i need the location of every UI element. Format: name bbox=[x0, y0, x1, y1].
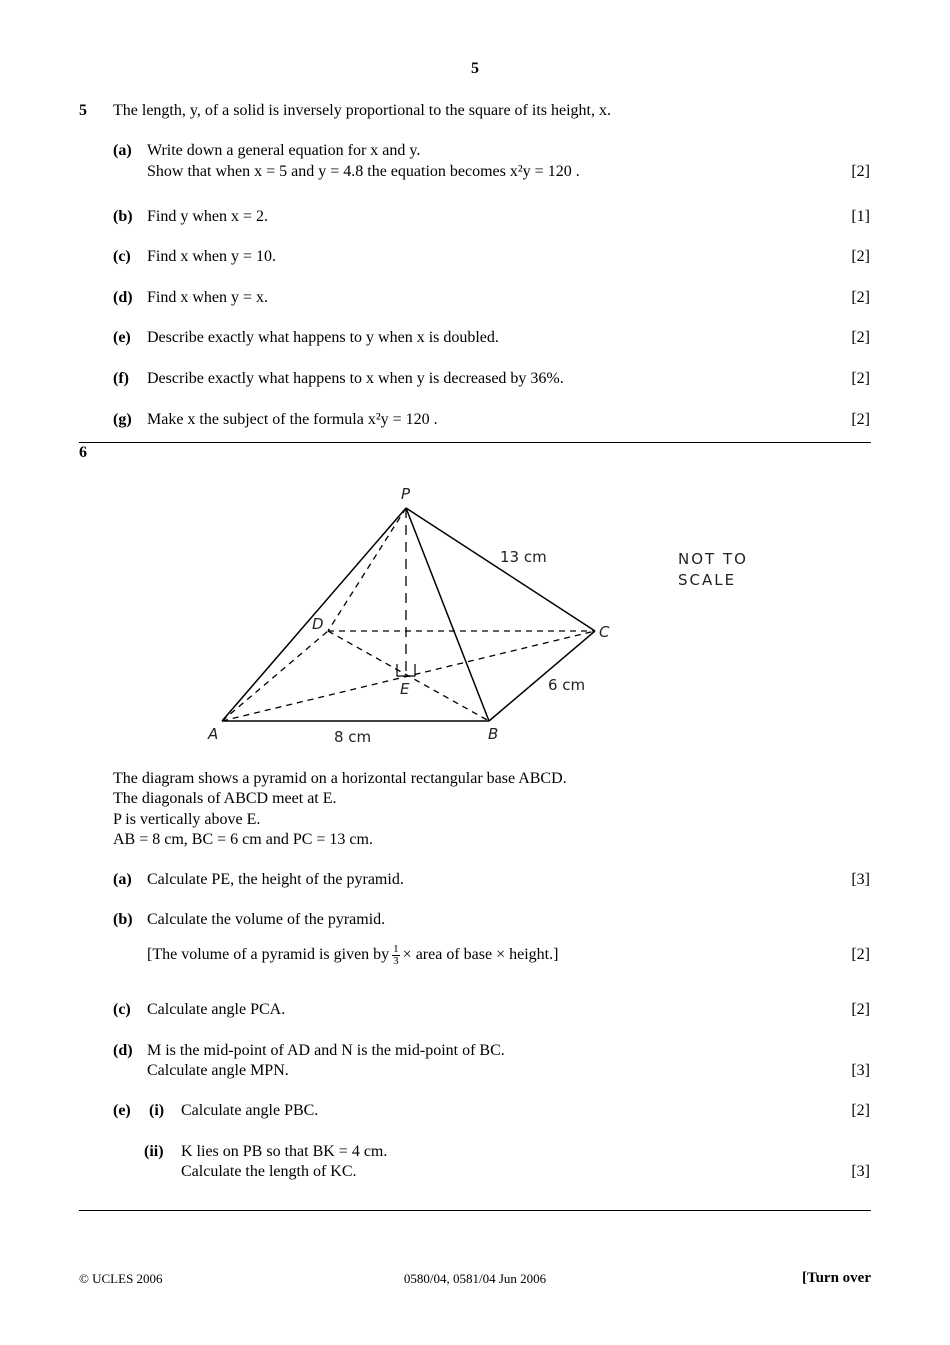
q6a-marks: [3] bbox=[851, 871, 870, 888]
footer-turn-over: [Turn over bbox=[801, 1270, 871, 1286]
right-angle-mark-right bbox=[406, 664, 415, 676]
q5d-label: (d) bbox=[113, 289, 133, 306]
q6e-i-marks: [2] bbox=[851, 1102, 870, 1119]
q6b-hint-post: × area of base × height.] bbox=[402, 946, 559, 963]
page-number: 5 bbox=[471, 60, 479, 77]
q6-desc-line2: The diagonals of ABCD meet at E. bbox=[113, 790, 337, 807]
q5b-marks: [1] bbox=[851, 208, 870, 225]
q6c-text: Calculate angle PCA. bbox=[147, 1001, 286, 1018]
label-e: E bbox=[400, 680, 410, 698]
q5e-text: Describe exactly what happens to y when x is doubled. bbox=[147, 329, 499, 346]
q5g-text: Make x the subject of the formula x²y = 120 . bbox=[147, 411, 438, 428]
q5e-label: (e) bbox=[113, 329, 131, 346]
not-to-scale-line2: SCALE bbox=[678, 571, 737, 589]
fraction-denominator: 3 bbox=[393, 954, 399, 967]
q5c-label: (c) bbox=[113, 248, 131, 265]
q5c-marks: [2] bbox=[851, 248, 870, 265]
q5b-text: Find y when x = 2. bbox=[147, 208, 269, 225]
label-pc-length: 13 cm bbox=[500, 548, 547, 566]
q6b-marks: [2] bbox=[851, 946, 870, 963]
label-d: D bbox=[312, 615, 324, 633]
label-a: A bbox=[208, 725, 219, 743]
q6e-i-label: (i) bbox=[149, 1102, 165, 1119]
q6d-line2: Calculate angle MPN. bbox=[147, 1062, 289, 1079]
q5-number: 5 bbox=[79, 102, 87, 119]
q6e-ii-line1: K lies on PB so that BK = 4 cm. bbox=[181, 1143, 388, 1160]
pyramid-diagram bbox=[0, 470, 950, 760]
q6b-label: (b) bbox=[113, 911, 133, 928]
q5a-line2: Show that when x = 5 and y = 4.8 the equation becomes x²y = 120 . bbox=[147, 163, 580, 180]
q6d-marks: [3] bbox=[851, 1062, 870, 1079]
q5-intro: The length, y, of a solid is inversely proportional to the square of its height, x. bbox=[113, 102, 611, 119]
q6a-label: (a) bbox=[113, 871, 132, 888]
label-p: P bbox=[401, 485, 411, 503]
q6e-ii-label: (ii) bbox=[144, 1143, 164, 1160]
q6-desc-line1: The diagram shows a pyramid on a horizontal rectangular base ABCD. bbox=[113, 770, 567, 787]
fraction-numerator: 1 bbox=[393, 942, 399, 955]
q6-desc-line3: P is vertically above E. bbox=[113, 811, 261, 828]
edge-ad bbox=[222, 631, 328, 721]
q6-number: 6 bbox=[79, 444, 87, 461]
q6c-marks: [2] bbox=[851, 1001, 870, 1018]
label-b: B bbox=[488, 725, 499, 743]
divider-q5-q6 bbox=[79, 442, 871, 443]
q5g-label: (g) bbox=[113, 411, 132, 428]
q6b-hint-pre: [The volume of a pyramid is given by bbox=[147, 946, 390, 963]
q6-desc-line4: AB = 8 cm, BC = 6 cm and PC = 13 cm. bbox=[113, 831, 373, 848]
q6b-text: Calculate the volume of the pyramid. bbox=[147, 911, 386, 928]
q6c-label: (c) bbox=[113, 1001, 131, 1018]
q5d-marks: [2] bbox=[851, 289, 870, 306]
edge-pb bbox=[406, 508, 489, 721]
q5f-label: (f) bbox=[113, 370, 129, 387]
one-third-fraction bbox=[392, 944, 400, 967]
q6b-hint bbox=[147, 943, 558, 967]
q5f-marks: [2] bbox=[851, 370, 870, 387]
q6a-text: Calculate PE, the height of the pyramid. bbox=[147, 871, 404, 888]
edge-pd bbox=[328, 508, 406, 631]
not-to-scale-line1: NOT TO bbox=[678, 550, 748, 568]
label-c: C bbox=[599, 623, 610, 641]
q6e-label: (e) bbox=[113, 1102, 131, 1119]
q6d-line1: M is the mid-point of AD and N is the mid-point of BC. bbox=[147, 1042, 505, 1059]
footer-code: 0580/04, 0581/04 Jun 2006 bbox=[403, 1271, 547, 1286]
q5b-label: (b) bbox=[113, 208, 133, 225]
q5a-line1: Write down a general equation for x and y. bbox=[147, 142, 421, 159]
q5g-marks: [2] bbox=[851, 411, 870, 428]
q5d-text: Find x when y = x. bbox=[147, 289, 269, 306]
q5e-marks: [2] bbox=[851, 329, 870, 346]
q6d-label: (d) bbox=[113, 1042, 133, 1059]
q5f-text: Describe exactly what happens to x when y is decreased by 36%. bbox=[147, 370, 564, 387]
q5c-text: Find x when y = 10. bbox=[147, 248, 277, 265]
q6e-i-text: Calculate angle PBC. bbox=[181, 1102, 319, 1119]
q6e-ii-line2: Calculate the length of KC. bbox=[181, 1163, 357, 1180]
label-bc-length: 6 cm bbox=[548, 676, 586, 694]
q5a-marks: [2] bbox=[851, 163, 870, 180]
q6e-ii-marks: [3] bbox=[851, 1163, 870, 1180]
divider-footer bbox=[79, 1210, 871, 1211]
label-ab-length: 8 cm bbox=[334, 728, 372, 746]
footer-copyright: © UCLES 2006 bbox=[79, 1271, 163, 1286]
q5a-label: (a) bbox=[113, 142, 132, 159]
edge-pc bbox=[406, 508, 595, 631]
